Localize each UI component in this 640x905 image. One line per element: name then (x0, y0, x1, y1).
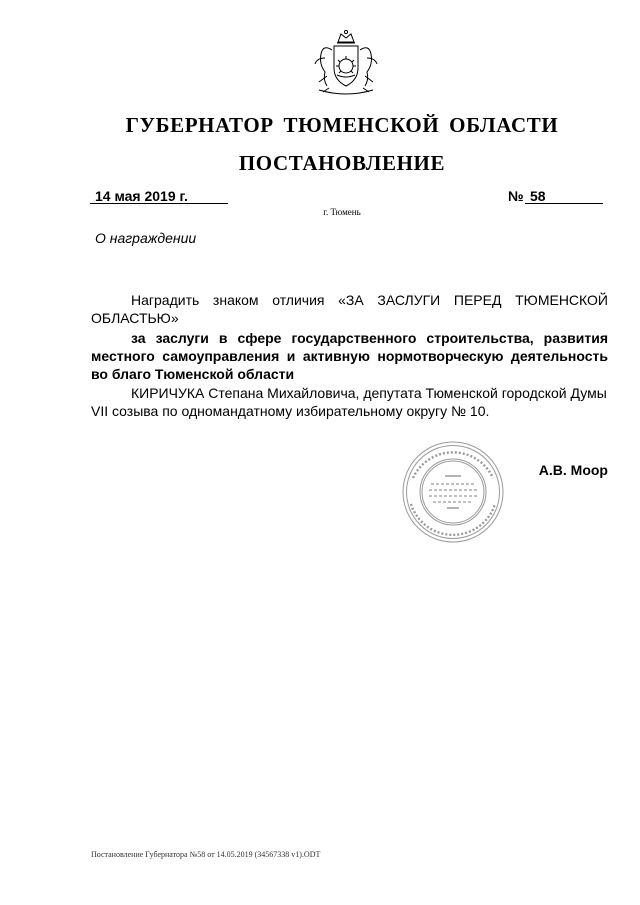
document-date: 14 мая 2019 г. (95, 188, 188, 204)
document-city: г. Тюмень (323, 207, 361, 217)
document-number: 58 (530, 188, 546, 204)
document-subject: О награждении (95, 230, 197, 246)
coat-of-arms-icon (305, 28, 387, 100)
issuing-authority-title: ГУБЕРНАТОР ТЮМЕНСКОЙ ОБЛАСТИ (125, 113, 559, 137)
document-type-title: ПОСТАНОВЛЕНИЕ (238, 151, 446, 175)
file-reference-footer: Постановление Губернатора №58 от 14.05.2019 (34567338 v1).ODT (91, 850, 321, 859)
number-underline (525, 203, 603, 204)
recipient-paragraph: КИРИЧУКА Степана Михайловича, депутата Тюменской городской Думы VII созыва по одномандатному избирательному округу № 10. (91, 385, 607, 419)
merit-paragraph: за заслуги в сфере государственного строительства, развития местного самоуправления и активную нормотворческую деятельность во благо Тюменской области (91, 330, 608, 382)
official-seal-icon (401, 440, 505, 544)
number-label: № (508, 188, 524, 204)
signer-name: А.В. Моор (538, 462, 608, 478)
date-underline (90, 203, 228, 204)
award-paragraph: Наградить знаком отличия «ЗА ЗАСЛУГИ ПЕРЕД ТЮМЕНСКОЙ ОБЛАСТЬЮ» (91, 292, 608, 326)
